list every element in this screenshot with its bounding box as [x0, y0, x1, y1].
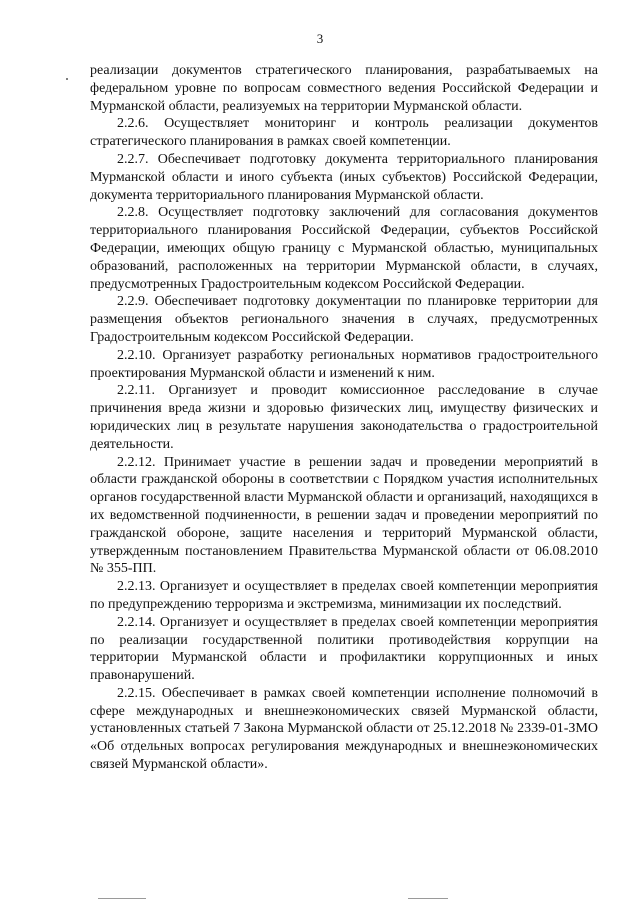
page-number: 3 [316, 31, 324, 46]
paragraph-2-2-11: 2.2.11. Организует и проводит комиссионное расследование в случае причинения вреда жизни и здоровью физических лиц, имуществу физических и юридических лиц в результате нарушения законодательства о градостроительной деятельности. [90, 383, 598, 452]
paragraph-2-2-12: 2.2.12. Принимает участие в решении задач и проведении мероприятий в области гражданской обороны в соответствии с Порядком участия исполнительных органов государственной власти Мурманской области и организаций, находящихся в их ведомственной подчиненности, в решении задач и проведении мероприятий по гражданской обороне, защите населения и территорий Мурманской области, утвержденным постановлением Правительства Мурманской области от 06.08.2010 № 355-ПП. [90, 454, 598, 577]
footer-rule-right [408, 898, 448, 899]
paragraph-continuation: реализации документов стратегического планирования, разрабатываемых на федеральном уровне по вопросам совместного ведения Российской Федерации и Мурманской области, реализуемых на территории Мурманской области. [90, 63, 598, 114]
paragraph-2-2-7: 2.2.7. Обеспечивает подготовку документа территориального планирования Мурманской области и иного субъекта (иных субъектов) Российской Федерации, документа территориального планирования Мурманской области. [90, 151, 598, 203]
paragraph-2-2-13: 2.2.13. Организует и осуществляет в пределах своей компетенции мероприятия по предупреждению терроризма и экстремизма, минимизации их последствий. [90, 579, 598, 612]
paragraph-2-2-6: 2.2.6. Осуществляет мониторинг и контроль реализации документов стратегического планирования в рамках своей компетенции. [90, 116, 598, 150]
paragraph-2-2-9: 2.2.9. Обеспечивает подготовку документации по планировке территории для размещения объектов регионального значения в случаях, предусмотренных Градостроительным кодексом Российской Федерации. [90, 294, 598, 345]
paragraph-2-2-10: 2.2.10. Организует разработку региональных нормативов градостроительного проектирования Мурманской области и изменений к ним. [90, 347, 598, 381]
footer-rule-left [98, 898, 146, 899]
paragraph-2-2-15: 2.2.15. Обеспечивает в рамках своей компетенции исполнение полномочий в сфере международных и внешнеэкономических связей Мурманской области, установленных статьей 7 Закона Мурманской области от 25.12.2018 № 2339-01-ЗМО «Об отдельных вопросах регулирования международных и внешнеэкономических связей Мурманской области». [90, 685, 598, 773]
paragraph-2-2-14: 2.2.14. Организует и осуществляет в пределах своей компетенции мероприятия по реализации государственной политики противодействия коррупции на территории Мурманской области и профилактики коррупционных и иных правонарушений. [90, 614, 598, 684]
document-body [90, 62, 598, 774]
paragraph-2-2-8: 2.2.8. Осуществляет подготовку заключений для согласования документов территориального планирования Российской Федерации, субъектов Российской Федерации, имеющих общую границу с Мурманской областью, муниципальных образований, расположенных на территории Мурманской области, в случаях, предусмотренных Градостроительным кодексом Российской Федерации. [90, 205, 598, 292]
margin-dot-mark [66, 78, 68, 80]
